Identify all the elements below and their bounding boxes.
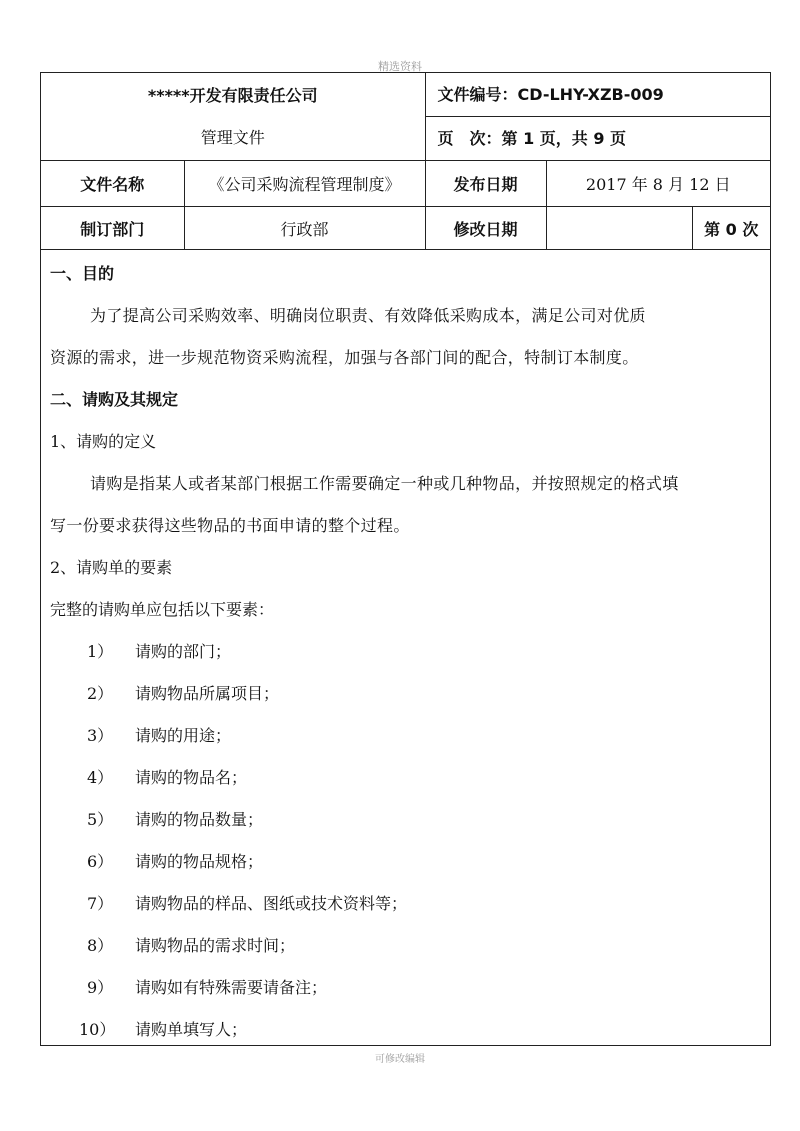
list-item-number: 1） bbox=[87, 642, 114, 661]
company-cell bbox=[41, 73, 425, 161]
list-item-text: 请购物品的需求时间； bbox=[135, 936, 296, 955]
subsection-2-title: 2、请购单的要素 bbox=[50, 558, 173, 577]
list-item bbox=[41, 933, 770, 953]
list-item bbox=[41, 891, 770, 911]
company-name: *****开发有限责任公司 bbox=[147, 85, 318, 105]
list-item-text: 请购的用途； bbox=[135, 726, 232, 745]
list-item-number: 3） bbox=[87, 726, 114, 745]
list-item-number: 6） bbox=[87, 852, 114, 871]
list-item-number: 8） bbox=[87, 936, 114, 955]
list-item bbox=[41, 849, 770, 869]
list-item-number: 10） bbox=[79, 1020, 116, 1039]
dept-value: 行政部 bbox=[184, 207, 425, 250]
section-1-title: 一、目的 bbox=[50, 264, 115, 283]
section-2-title: 二、请购及其规定 bbox=[50, 390, 179, 409]
list-item-text: 请购的物品数量； bbox=[135, 810, 264, 829]
list-item-text: 请购物品的样品、图纸或技术资料等； bbox=[135, 894, 408, 913]
doc-type: 管理文件 bbox=[200, 127, 265, 147]
list-item-text: 请购单填写人； bbox=[135, 1020, 248, 1039]
list-item-text: 请购的部门； bbox=[135, 642, 232, 661]
subsection-1-para-line2: 写一份要求获得这些物品的书面申请的整个过程。 bbox=[50, 516, 410, 535]
page-info: 页 次：第 1 页，共 9 页 bbox=[425, 117, 770, 161]
subsection-2-intro: 完整的请购单应包括以下要素： bbox=[50, 600, 275, 619]
doc-number: 文件编号：CD-LHY-XZB-009 bbox=[425, 73, 770, 117]
revise-date-value bbox=[546, 207, 692, 250]
list-item-text: 请购物品所属项目； bbox=[135, 684, 280, 703]
list-item bbox=[41, 1017, 770, 1037]
list-item-number: 7） bbox=[87, 894, 114, 913]
subsection-1-para-line1: 请购是指某人或者某部门根据工作需要确定一种或几种物品，并按照规定的格式填 bbox=[90, 474, 679, 493]
doc-name-value: 《公司采购流程管理制度》 bbox=[184, 161, 425, 207]
section-1-para-line1: 为了提高公司采购效率、明确岗位职责、有效降低采购成本，满足公司对优质 bbox=[90, 306, 646, 325]
list-item bbox=[41, 765, 770, 785]
watermark-text: 精选资料 bbox=[378, 60, 422, 73]
dept-label: 制订部门 bbox=[41, 207, 184, 250]
publish-date-label: 发布日期 bbox=[425, 161, 546, 207]
list-item-number: 9） bbox=[87, 978, 114, 997]
list-item bbox=[41, 975, 770, 995]
footer-text: 可修改编辑 bbox=[375, 1054, 425, 1065]
revision-count: 第 0 次 bbox=[692, 207, 770, 250]
list-item-number: 5） bbox=[87, 810, 114, 829]
revise-date-label: 修改日期 bbox=[425, 207, 546, 250]
list-item bbox=[41, 639, 770, 659]
list-item-text: 请购如有特殊需要请备注； bbox=[135, 978, 328, 997]
subsection-1-title: 1、请购的定义 bbox=[50, 432, 157, 451]
list-item-number: 4） bbox=[87, 768, 114, 787]
list-item-text: 请购的物品名； bbox=[135, 768, 248, 787]
list-item-number: 2） bbox=[87, 684, 114, 703]
list-item-text: 请购的物品规格； bbox=[135, 852, 264, 871]
list-item bbox=[41, 723, 770, 743]
section-1-para-line2: 资源的需求，进一步规范物资采购流程，加强与各部门间的配合，特制订本制度。 bbox=[50, 348, 639, 367]
header-table bbox=[41, 73, 770, 250]
doc-name-label: 文件名称 bbox=[41, 161, 184, 207]
publish-date-value: 2017 年 8 月 12 日 bbox=[546, 161, 770, 207]
list-item bbox=[41, 807, 770, 827]
document-frame bbox=[40, 72, 771, 1046]
list-item bbox=[41, 681, 770, 701]
